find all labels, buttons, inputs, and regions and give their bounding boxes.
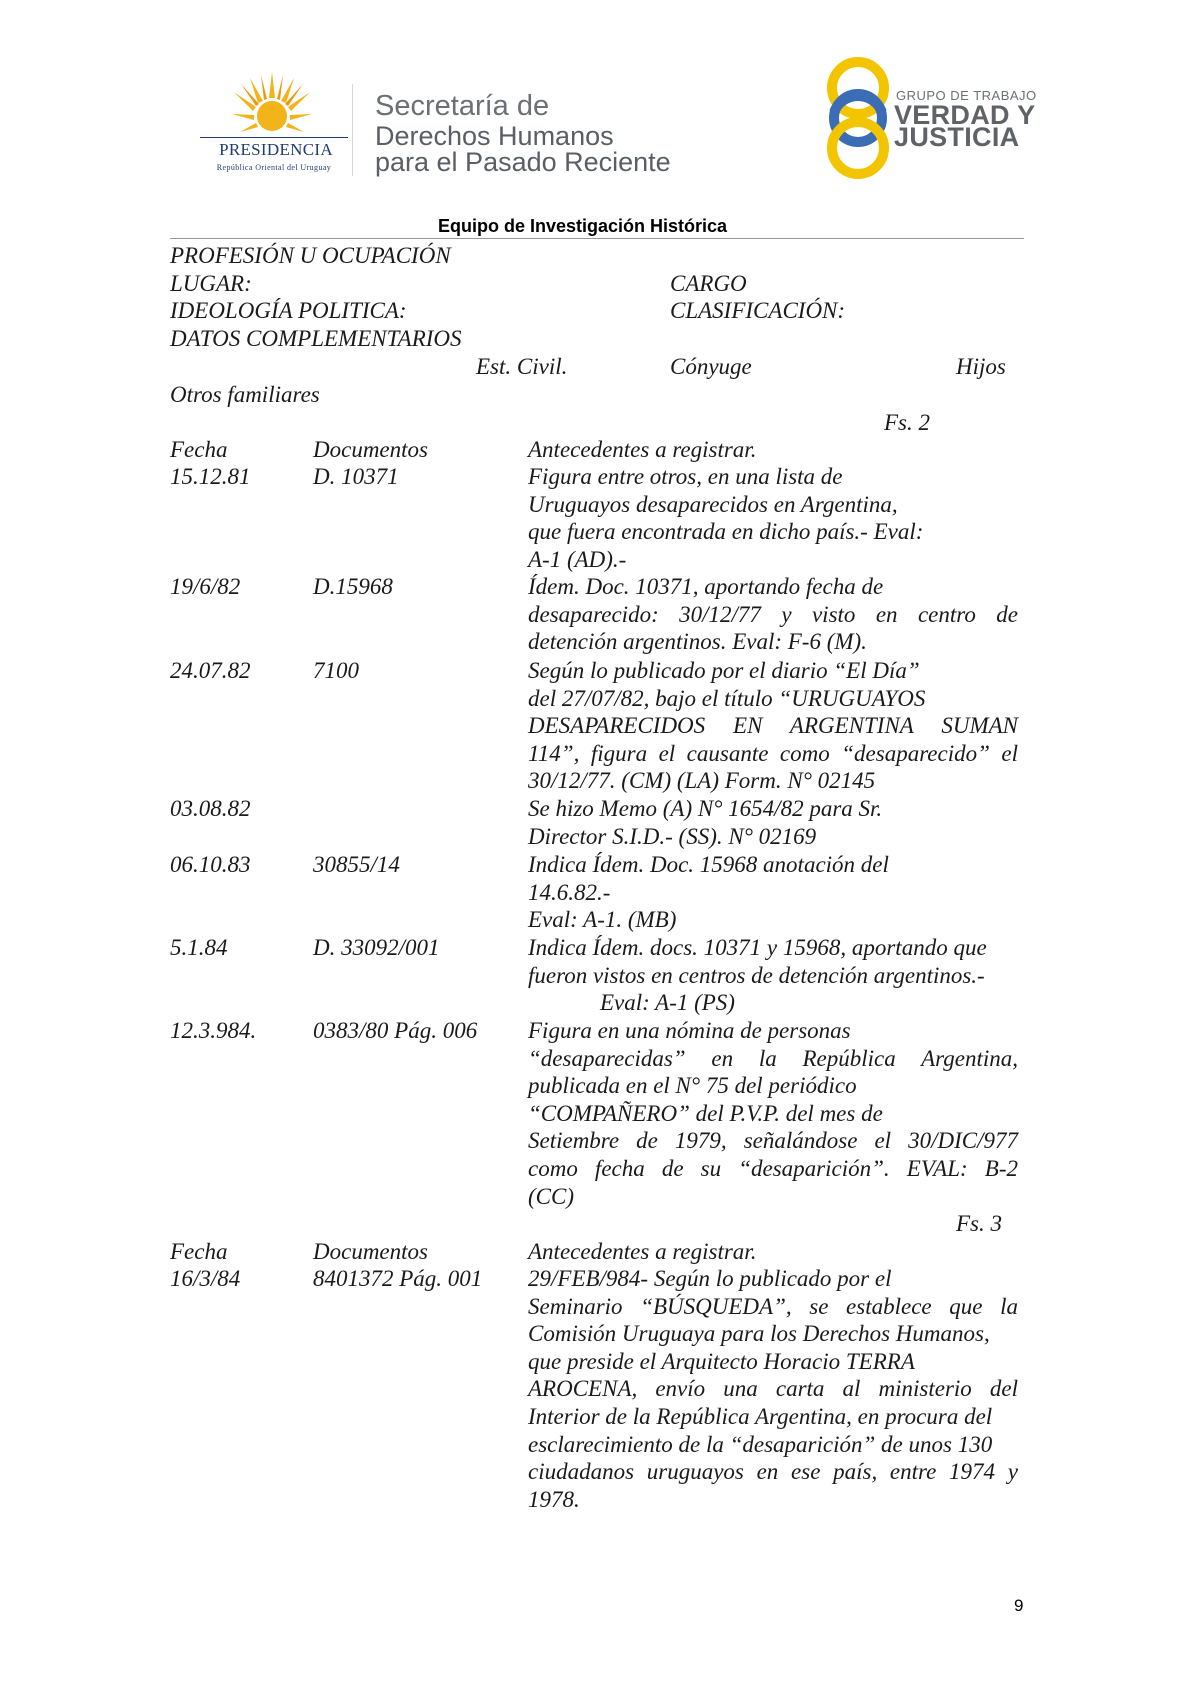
- entry-description: [528, 657, 1018, 795]
- field-cargo: CARGO: [670, 271, 747, 296]
- entry-line: Indica Ídem. Doc. 15968 anotación del: [528, 852, 889, 877]
- entry-line: “COMPAÑERO” del P.V.P. del mes de: [528, 1100, 883, 1126]
- col-fecha-header: Fecha: [170, 437, 228, 462]
- entry-line: que fuera encontrada en dicho país.- Eval:: [528, 519, 924, 545]
- folio-fs2: Fs. 2: [884, 410, 930, 435]
- entry-line: como fecha de su “desaparición”. EVAL: B-2: [528, 1155, 1018, 1181]
- field-hijos: Hijos: [956, 354, 1006, 379]
- col-antecedentes-header: Antecedentes a registrar.: [528, 437, 757, 462]
- field-clasificacion: CLASIFICACIÓN:: [670, 298, 846, 323]
- entry-date: 12.3.984.: [170, 1018, 257, 1043]
- col-fecha-header: Fecha: [170, 1239, 228, 1264]
- entry-line: 14.6.82.-: [528, 879, 611, 905]
- secretaria-line-1: Secretaría de: [375, 90, 550, 122]
- entry-line: Seminario “BÚSQUEDA”, se establece que la: [528, 1293, 1018, 1319]
- entry-date: 24.07.82: [170, 658, 251, 683]
- entry-line: Ídem. Doc. 10371, aportando fecha de: [528, 574, 884, 599]
- field-otros-familiares: Otros familiares: [170, 382, 320, 407]
- entry-date: 5.1.84: [170, 935, 228, 960]
- verdad-y-label: VERDAD Y: [894, 100, 1036, 130]
- entry-date: 15.12.81: [170, 464, 251, 489]
- entry-doc: 0383/80 Pág. 006: [313, 1018, 478, 1043]
- entry-line: 29/FEB/984- Según lo publicado por el: [528, 1266, 892, 1291]
- entry-doc: 7100: [313, 658, 359, 683]
- entry-line: Uruguayos desaparecidos en Argentina,: [528, 491, 898, 517]
- folio-fs3: Fs. 3: [956, 1211, 1002, 1236]
- col-documentos-header: Documentos: [313, 1239, 428, 1264]
- letterhead: [0, 0, 1190, 200]
- entry-date: 16/3/84: [170, 1266, 241, 1291]
- entry-line: Figura en una nómina de personas: [528, 1018, 851, 1043]
- entry-line: DESAPARECIDOS EN ARGENTINA SUMAN: [528, 713, 1018, 739]
- entry-description: [528, 463, 1018, 573]
- entry-line: Según lo publicado por el diario “El Día”: [528, 658, 920, 683]
- verdad-justicia-rings-logo: [818, 54, 898, 182]
- entry-line: desaparecido: 30/12/77 y visto en centro de: [528, 601, 1018, 627]
- field-datos-complementarios: DATOS COMPLEMENTARIOS: [170, 326, 462, 351]
- entry-line: A-1 (AD).-: [528, 546, 627, 572]
- entry-description: [528, 573, 1018, 656]
- entry-line: AROCENA, envío una carta al ministerio del: [528, 1376, 1018, 1402]
- field-conyuge: Cónyuge: [670, 354, 752, 379]
- justicia-label: JUSTICIA: [894, 122, 1020, 152]
- presidencia-title: PRESIDENCIA: [219, 140, 333, 159]
- entry-line: “desaparecidas” en la República Argentina,: [528, 1045, 1018, 1071]
- grupo-de-trabajo-label: GRUPO DE TRABAJO: [896, 88, 1037, 103]
- entry-line: Setiembre de 1979, señalándose el 30/DIC/977: [528, 1128, 1018, 1154]
- logo-divider: [352, 84, 353, 176]
- entry-line: Director S.I.D.- (SS). N° 02169: [528, 823, 817, 849]
- field-profesion: PROFESIÓN U OCUPACIÓN: [170, 243, 451, 268]
- secretaria-line-3: para el Pasado Reciente: [375, 147, 671, 177]
- presidencia-rule: [200, 137, 348, 138]
- entry-line: detención argentinos. Eval: F-6 (M).: [528, 629, 867, 655]
- entry-doc: 30855/14: [313, 852, 400, 877]
- entry-line: Se hizo Memo (A) N° 1654/82 para Sr.: [528, 796, 883, 821]
- entry-description: [528, 795, 1018, 850]
- entry-date: 03.08.82: [170, 796, 251, 821]
- entry-line: fueron vistos en centros de detención argentinos.-: [528, 962, 985, 988]
- entry-date: 06.10.83: [170, 852, 251, 877]
- entry-line: Indica Ídem. docs. 10371 y 15968, aportando que: [528, 935, 987, 960]
- entry-line: 114”, figura el causante como “desaparecido” el: [528, 740, 1018, 766]
- col-documentos-header: Documentos: [313, 437, 428, 462]
- heading-rule: [170, 238, 1024, 239]
- entry-line: del 27/07/82, bajo el título “URUGUAYOS: [528, 685, 926, 711]
- entry-line: Eval: A-1 (PS): [600, 990, 735, 1016]
- entry-line: (CC): [528, 1183, 574, 1209]
- field-ideologia: IDEOLOGÍA POLITICA:: [170, 298, 407, 323]
- col-antecedentes-header: Antecedentes a registrar.: [528, 1239, 757, 1264]
- entry-doc: D. 10371: [313, 464, 399, 489]
- entry-line: ciudadanos uruguayos en ese país, entre 1974 y: [528, 1459, 1018, 1485]
- page-number: 9: [1014, 1596, 1024, 1615]
- entry-line: 1978.: [528, 1486, 580, 1512]
- entry-line: esclarecimiento de la “desaparición” de unos 130: [528, 1431, 993, 1457]
- entry-description: [528, 1017, 1018, 1210]
- entry-doc: D.15968: [313, 574, 393, 599]
- presidencia-sun-logo: [232, 72, 312, 138]
- entry-line: publicada en el N° 75 del periódico: [528, 1073, 857, 1099]
- entry-doc: 8401372 Pág. 001: [313, 1266, 483, 1291]
- entry-date: 19/6/82: [170, 574, 241, 599]
- field-lugar: LUGAR:: [170, 271, 252, 296]
- entry-description: [528, 934, 1018, 1017]
- presidencia-subtitle: República Oriental del Uruguay: [216, 163, 332, 172]
- entry-line: Comisión Uruguaya para los Derechos Humanos,: [528, 1321, 990, 1347]
- entry-line: Figura entre otros, en una lista de: [528, 464, 843, 489]
- entry-doc: D. 33092/001: [313, 935, 440, 960]
- entry-line: 30/12/77. (CM) (LA) Form. N° 02145: [528, 768, 876, 794]
- secretaria-line-2: Derechos Humanos: [375, 121, 614, 151]
- field-est-civil: Est. Civil.: [476, 354, 568, 379]
- entry-description: [528, 1265, 1018, 1513]
- entry-description: [528, 851, 1018, 934]
- team-heading: Equipo de Investigación Histórica: [438, 216, 728, 236]
- entry-line: Eval: A-1. (MB): [528, 907, 677, 933]
- entry-line: que preside el Arquitecto Horacio TERRA: [528, 1348, 915, 1374]
- entry-line: Interior de la República Argentina, en procura del: [528, 1403, 993, 1429]
